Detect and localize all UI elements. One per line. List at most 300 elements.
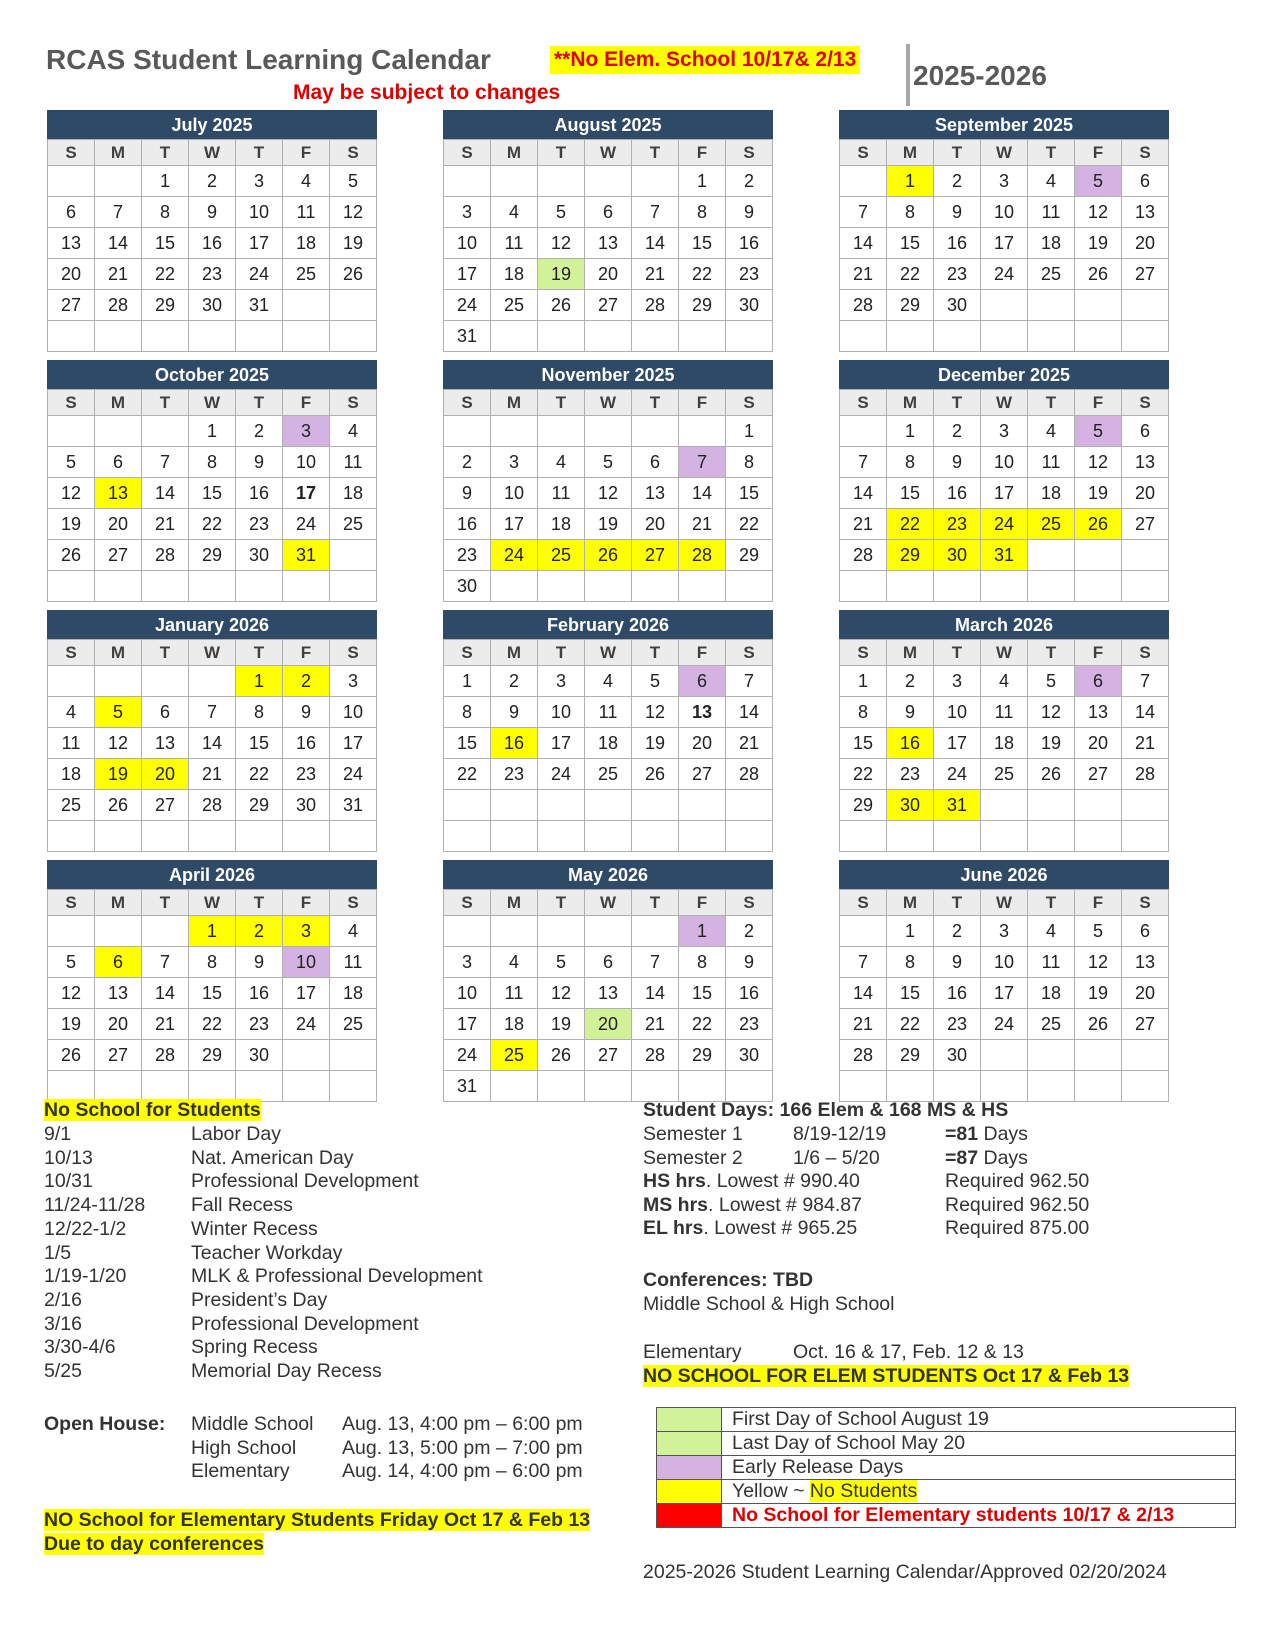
empty-cell (48, 916, 95, 947)
day-cell: 26 (585, 540, 632, 571)
day-cell: 14 (679, 478, 726, 509)
day-cell: 15 (142, 228, 189, 259)
empty-cell (330, 821, 377, 852)
day-cell: 24 (283, 509, 330, 540)
day-cell: 26 (1028, 759, 1075, 790)
day-cell: 29 (887, 290, 934, 321)
day-cell: 11 (981, 697, 1028, 728)
empty-cell (887, 321, 934, 352)
day-cell: 8 (840, 697, 887, 728)
empty-cell (1075, 571, 1122, 602)
day-cell: 21 (632, 1009, 679, 1040)
day-cell: 16 (934, 978, 981, 1009)
day-cell: 12 (538, 228, 585, 259)
legend-red: No School for Elementary students 10/17 & 2/13 (722, 1504, 1236, 1528)
semester-range: 8/19-12/19 (793, 1123, 887, 1145)
day-cell: 21 (632, 259, 679, 290)
day-cell: 31 (330, 790, 377, 821)
day-cell: 27 (679, 759, 726, 790)
day-cell: 4 (1028, 416, 1075, 447)
day-cell: 9 (444, 478, 491, 509)
day-cell: 1 (679, 916, 726, 947)
weekday-header: F (283, 390, 330, 416)
day-cell: 23 (887, 759, 934, 790)
day-cell: 10 (330, 697, 377, 728)
day-cell: 4 (1028, 166, 1075, 197)
no-school-date: 1/19-1/20 (44, 1265, 127, 1288)
day-cell: 20 (48, 259, 95, 290)
empty-cell (585, 916, 632, 947)
weekday-header: W (585, 390, 632, 416)
no-school-date: 2/16 (44, 1288, 82, 1311)
day-cell: 14 (95, 228, 142, 259)
day-cell: 27 (1122, 1009, 1169, 1040)
day-cell: 16 (444, 509, 491, 540)
day-cell: 4 (330, 416, 377, 447)
day-cell: 5 (585, 447, 632, 478)
day-cell: 6 (585, 197, 632, 228)
day-cell: 20 (95, 1009, 142, 1040)
weekday-header: M (887, 390, 934, 416)
empty-cell (538, 321, 585, 352)
day-cell: 20 (1122, 228, 1169, 259)
day-cell: 28 (1122, 759, 1169, 790)
legend-row-first-day (657, 1408, 1236, 1432)
day-cell: 11 (491, 978, 538, 1009)
day-cell: 5 (330, 166, 377, 197)
weekday-header: F (283, 890, 330, 916)
day-cell: 11 (1028, 947, 1075, 978)
month-title: December 2025 (839, 360, 1169, 389)
empty-cell (95, 1071, 142, 1102)
day-cell: 19 (95, 759, 142, 790)
day-cell: 17 (236, 228, 283, 259)
weekday-header: T (934, 890, 981, 916)
empty-cell (142, 1071, 189, 1102)
day-cell: 16 (236, 478, 283, 509)
day-cell: 16 (236, 978, 283, 1009)
day-cell: 19 (330, 228, 377, 259)
weekday-header: S (48, 390, 95, 416)
day-cell: 11 (330, 447, 377, 478)
day-cell: 30 (934, 1040, 981, 1071)
conferences-heading: Conferences: TBD (643, 1269, 814, 1291)
day-cell: 10 (444, 978, 491, 1009)
conferences-elem-dates: Oct. 16 & 17, Feb. 12 & 13 (793, 1341, 1024, 1363)
day-cell: 26 (95, 790, 142, 821)
school-year: 2025-2026 (913, 60, 1047, 91)
day-cell: 13 (632, 478, 679, 509)
day-cell: 13 (95, 978, 142, 1009)
day-cell: 12 (48, 478, 95, 509)
day-cell: 1 (236, 666, 283, 697)
day-cell: 20 (585, 259, 632, 290)
day-cell: 7 (726, 666, 773, 697)
day-cell: 23 (934, 259, 981, 290)
day-cell: 29 (236, 790, 283, 821)
day-cell: 25 (538, 540, 585, 571)
day-cell: 6 (679, 666, 726, 697)
empty-cell (330, 1040, 377, 1071)
day-cell: 29 (679, 290, 726, 321)
day-cell: 7 (840, 197, 887, 228)
day-cell: 15 (236, 728, 283, 759)
day-cell: 21 (142, 509, 189, 540)
empty-cell (1122, 321, 1169, 352)
day-cell: 30 (189, 290, 236, 321)
day-cell: 28 (142, 1040, 189, 1071)
day-cell: 20 (1122, 478, 1169, 509)
day-cell: 16 (887, 728, 934, 759)
day-cell: 7 (142, 447, 189, 478)
weekday-header: S (1122, 640, 1169, 666)
day-cell: 1 (444, 666, 491, 697)
weekday-header: T (142, 390, 189, 416)
day-cell: 8 (726, 447, 773, 478)
semester-range: 1/6 – 5/20 (793, 1146, 880, 1169)
day-cell: 5 (538, 947, 585, 978)
empty-cell (444, 166, 491, 197)
weekday-header: S (840, 890, 887, 916)
month-calendar (443, 110, 773, 352)
empty-cell (283, 821, 330, 852)
no-school-date: 3/16 (44, 1312, 82, 1335)
day-cell: 31 (934, 790, 981, 821)
legend-yellow: Yellow ~ No Students (722, 1480, 1236, 1504)
weekday-header: W (585, 890, 632, 916)
empty-cell (538, 1071, 585, 1102)
empty-cell (48, 166, 95, 197)
day-cell: 8 (887, 197, 934, 228)
day-cell: 28 (95, 290, 142, 321)
day-cell: 9 (726, 947, 773, 978)
day-cell: 17 (283, 478, 330, 509)
day-cell: 7 (632, 197, 679, 228)
day-cell: 10 (491, 478, 538, 509)
day-cell: 8 (887, 447, 934, 478)
empty-cell (538, 571, 585, 602)
empty-cell (491, 1071, 538, 1102)
empty-cell (726, 790, 773, 821)
day-cell: 13 (1075, 697, 1122, 728)
day-cell: 30 (726, 1040, 773, 1071)
day-cell: 22 (887, 1009, 934, 1040)
empty-cell (189, 1071, 236, 1102)
weekday-header: F (679, 640, 726, 666)
weekday-header: S (48, 640, 95, 666)
day-cell: 10 (538, 697, 585, 728)
day-cell: 18 (330, 978, 377, 1009)
day-cell: 3 (283, 416, 330, 447)
day-cell: 9 (283, 697, 330, 728)
weekday-header: T (934, 140, 981, 166)
day-cell: 5 (95, 697, 142, 728)
day-cell: 17 (330, 728, 377, 759)
day-cell: 21 (142, 1009, 189, 1040)
empty-cell (48, 571, 95, 602)
weekday-header: T (1028, 890, 1075, 916)
day-cell: 26 (538, 1040, 585, 1071)
empty-cell (934, 1071, 981, 1102)
month-calendar (47, 610, 377, 852)
day-cell: 3 (444, 947, 491, 978)
empty-cell (981, 571, 1028, 602)
day-cell: 25 (1028, 1009, 1075, 1040)
day-cell: 14 (840, 228, 887, 259)
day-cell: 2 (283, 666, 330, 697)
empty-cell (1075, 1040, 1122, 1071)
empty-cell (95, 416, 142, 447)
day-cell: 3 (981, 416, 1028, 447)
day-cell: 9 (726, 197, 773, 228)
empty-cell (1075, 790, 1122, 821)
weekday-header: M (95, 140, 142, 166)
day-cell: 29 (840, 790, 887, 821)
day-cell: 7 (632, 947, 679, 978)
day-cell: 5 (632, 666, 679, 697)
day-cell: 29 (142, 290, 189, 321)
day-cell: 15 (887, 478, 934, 509)
day-cell: 20 (1122, 978, 1169, 1009)
weekday-header: T (538, 140, 585, 166)
day-cell: 25 (491, 290, 538, 321)
day-cell: 6 (585, 947, 632, 978)
weekday-header: T (1028, 140, 1075, 166)
no-school-date: 5/25 (44, 1360, 82, 1382)
day-cell: 19 (48, 509, 95, 540)
weekday-header: W (981, 140, 1028, 166)
day-cell: 25 (1028, 509, 1075, 540)
empty-cell (887, 1071, 934, 1102)
day-cell: 16 (726, 228, 773, 259)
day-cell: 27 (95, 1040, 142, 1071)
day-cell: 19 (538, 1009, 585, 1040)
empty-cell (95, 166, 142, 197)
page-title: RCAS Student Learning Calendar (46, 44, 491, 75)
empty-cell (283, 1040, 330, 1071)
weekday-header: F (1075, 140, 1122, 166)
empty-cell (142, 916, 189, 947)
day-cell: 18 (48, 759, 95, 790)
day-cell: 27 (585, 290, 632, 321)
day-cell: 15 (887, 228, 934, 259)
day-cell: 1 (189, 416, 236, 447)
month-calendar (839, 860, 1169, 1102)
day-cell: 6 (95, 447, 142, 478)
weekday-header: S (444, 390, 491, 416)
month-title: May 2026 (443, 860, 773, 889)
subject-to-change-note: May be subject to changes (293, 81, 561, 104)
day-cell: 21 (840, 509, 887, 540)
day-cell: 28 (840, 290, 887, 321)
empty-cell (95, 821, 142, 852)
green-swatch (657, 1408, 722, 1432)
weekday-header: T (236, 890, 283, 916)
empty-cell (1122, 790, 1169, 821)
month-title: August 2025 (443, 110, 773, 139)
weekday-header: M (887, 140, 934, 166)
day-cell: 4 (283, 166, 330, 197)
no-school-date: 1/5 (44, 1241, 72, 1264)
day-cell: 19 (1075, 478, 1122, 509)
day-cell: 2 (934, 916, 981, 947)
day-cell: 24 (283, 1009, 330, 1040)
day-cell: 28 (840, 1040, 887, 1071)
month-title: July 2025 (47, 110, 377, 139)
weekday-header: M (95, 890, 142, 916)
day-cell: 6 (48, 197, 95, 228)
empty-cell (1075, 321, 1122, 352)
empty-cell (48, 321, 95, 352)
empty-cell (95, 321, 142, 352)
day-cell: 7 (1122, 666, 1169, 697)
weekday-header: F (1075, 640, 1122, 666)
day-cell: 10 (283, 447, 330, 478)
day-cell: 17 (444, 1009, 491, 1040)
day-cell: 4 (330, 916, 377, 947)
weekday-header: W (189, 140, 236, 166)
bottom-notice-line2: Due to day conferences (44, 1533, 264, 1555)
no-school-date: 10/31 (44, 1170, 93, 1193)
no-school-date: 3/30-4/6 (44, 1336, 116, 1359)
day-cell: 17 (981, 228, 1028, 259)
day-cell: 21 (189, 759, 236, 790)
header-divider (906, 44, 910, 106)
weekday-header: T (1028, 390, 1075, 416)
empty-cell (1028, 571, 1075, 602)
day-cell: 20 (632, 509, 679, 540)
day-cell: 31 (236, 290, 283, 321)
month-calendar (839, 360, 1169, 602)
day-cell: 23 (236, 1009, 283, 1040)
day-cell: 13 (142, 728, 189, 759)
day-cell: 8 (679, 197, 726, 228)
no-school-label: MLK & Professional Development (191, 1265, 483, 1288)
empty-cell (632, 571, 679, 602)
day-cell: 25 (330, 1009, 377, 1040)
day-cell: 12 (48, 978, 95, 1009)
empty-cell (840, 571, 887, 602)
day-cell: 18 (491, 259, 538, 290)
day-cell: 2 (236, 916, 283, 947)
day-cell: 22 (679, 1009, 726, 1040)
day-cell: 6 (1122, 166, 1169, 197)
day-cell: 24 (981, 509, 1028, 540)
empty-cell (48, 416, 95, 447)
day-cell: 19 (538, 259, 585, 290)
semester-label: Semester 2 (643, 1146, 743, 1169)
legend-table (656, 1407, 1236, 1528)
day-cell: 13 (1122, 947, 1169, 978)
empty-cell (585, 571, 632, 602)
day-cell: 28 (142, 540, 189, 571)
day-cell: 5 (1075, 416, 1122, 447)
legend-row-yellow (657, 1480, 1236, 1504)
empty-cell (1028, 821, 1075, 852)
day-cell: 13 (679, 697, 726, 728)
weekday-header: T (142, 640, 189, 666)
day-cell: 24 (236, 259, 283, 290)
weekday-header: T (632, 140, 679, 166)
day-cell: 20 (1075, 728, 1122, 759)
day-cell: 1 (840, 666, 887, 697)
weekday-header: T (142, 140, 189, 166)
day-cell: 18 (1028, 478, 1075, 509)
empty-cell (491, 790, 538, 821)
day-cell: 12 (538, 978, 585, 1009)
empty-cell (236, 571, 283, 602)
empty-cell (1028, 1071, 1075, 1102)
footer-approval: 2025-2026 Student Learning Calendar/Approved 02/20/2024 (643, 1561, 1167, 1583)
empty-cell (679, 1071, 726, 1102)
empty-cell (48, 821, 95, 852)
day-cell: 31 (981, 540, 1028, 571)
empty-cell (95, 916, 142, 947)
month-calendar (47, 860, 377, 1102)
day-cell: 15 (189, 978, 236, 1009)
day-cell: 27 (1122, 259, 1169, 290)
semester-days: =87 Days (945, 1146, 1028, 1169)
empty-cell (444, 821, 491, 852)
weekday-header: S (444, 140, 491, 166)
empty-cell (840, 166, 887, 197)
empty-cell (1028, 321, 1075, 352)
empty-cell (142, 321, 189, 352)
no-school-label: Spring Recess (191, 1336, 318, 1359)
month-calendar (47, 110, 377, 352)
day-cell: 18 (491, 1009, 538, 1040)
day-cell: 29 (189, 1040, 236, 1071)
day-cell: 22 (887, 259, 934, 290)
empty-cell (189, 321, 236, 352)
day-cell: 14 (1122, 697, 1169, 728)
day-cell: 21 (1122, 728, 1169, 759)
day-cell: 15 (679, 978, 726, 1009)
day-cell: 19 (1028, 728, 1075, 759)
empty-cell (585, 1071, 632, 1102)
day-cell: 24 (538, 759, 585, 790)
no-school-label: Professional Development (191, 1170, 419, 1193)
empty-cell (840, 321, 887, 352)
day-cell: 6 (95, 947, 142, 978)
weekday-header: T (236, 390, 283, 416)
day-cell: 11 (491, 228, 538, 259)
day-cell: 25 (585, 759, 632, 790)
empty-cell (726, 821, 773, 852)
day-cell: 15 (840, 728, 887, 759)
weekday-header: T (934, 390, 981, 416)
day-cell: 18 (981, 728, 1028, 759)
day-cell: 10 (444, 228, 491, 259)
hours-required: Required 962.50 (945, 1170, 1090, 1192)
day-cell: 30 (236, 1040, 283, 1071)
day-cell: 17 (491, 509, 538, 540)
weekday-header: S (330, 890, 377, 916)
weekday-header: M (887, 890, 934, 916)
day-cell: 11 (585, 697, 632, 728)
day-cell: 15 (887, 978, 934, 1009)
empty-cell (981, 321, 1028, 352)
weekday-header: T (538, 390, 585, 416)
legend-early-release: Early Release Days (722, 1456, 1236, 1480)
day-cell: 14 (189, 728, 236, 759)
weekday-header: W (585, 140, 632, 166)
day-cell: 4 (1028, 916, 1075, 947)
weekday-header: S (840, 390, 887, 416)
day-cell: 28 (679, 540, 726, 571)
weekday-header: T (236, 140, 283, 166)
empty-cell (840, 916, 887, 947)
